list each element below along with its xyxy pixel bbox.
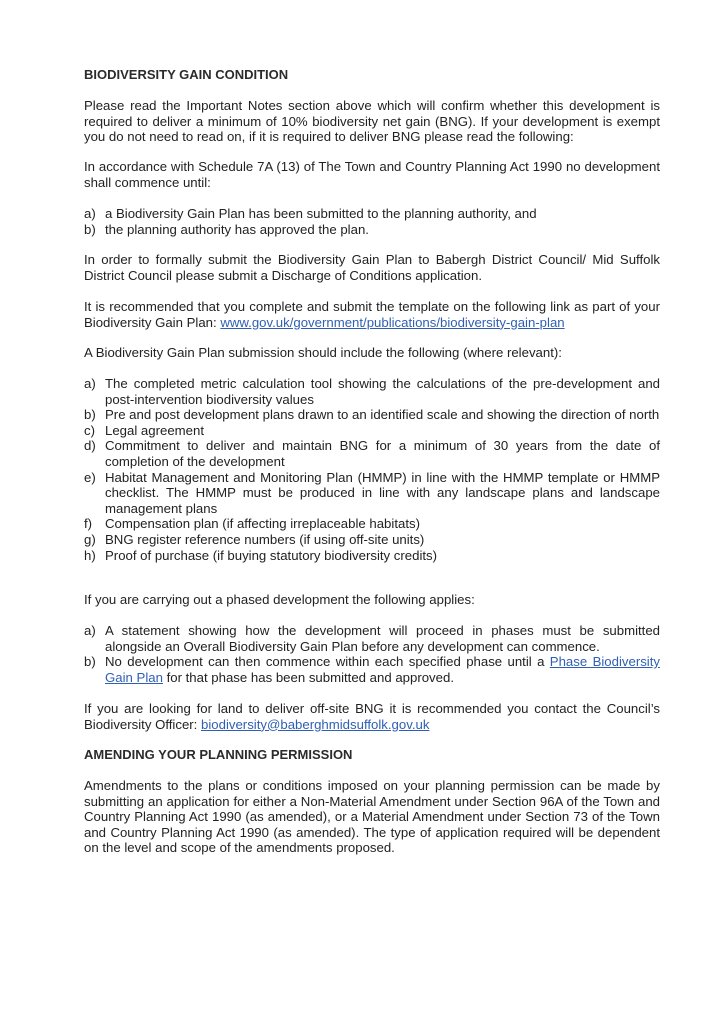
list-item bbox=[84, 423, 660, 439]
list-marker: b) bbox=[84, 654, 96, 670]
template-paragraph bbox=[84, 299, 660, 330]
list-marker: d) bbox=[84, 438, 96, 454]
list-item bbox=[84, 438, 660, 469]
list-item bbox=[84, 532, 660, 548]
list-item-text-end: for that phase has been submitted and approved. bbox=[162, 669, 454, 685]
list-item bbox=[84, 623, 660, 654]
phase-gain-plan-link[interactable]: Phase Biodiversity Gain Plan bbox=[105, 654, 660, 685]
phased-intro: If you are carrying out a phased development the following applies: bbox=[84, 592, 475, 607]
list-marker: e) bbox=[84, 469, 96, 485]
list-marker: b) bbox=[84, 221, 96, 237]
list-marker: a) bbox=[84, 376, 96, 391]
list-marker: a) bbox=[84, 206, 96, 221]
list-marker: g) bbox=[84, 531, 96, 547]
list-item-text: A statement showing how the development will proceed in phases must be submitted alongside an Overall Biodiversity Gain Plan before any development can commence. bbox=[105, 623, 660, 654]
list-item-text: Legal agreement bbox=[105, 422, 204, 438]
offsite-paragraph bbox=[84, 701, 660, 732]
list-item-text: Commitment to deliver and maintain BNG for a minimum of 30 years from the date of completion of the development bbox=[105, 438, 660, 469]
section-heading-biodiversity: BIODIVERSITY GAIN CONDITION bbox=[84, 67, 289, 82]
template-text: It is recommended that you complete and submit the template on the following link as part of your Biodiversity Gain Plan: bbox=[84, 299, 660, 330]
list-item bbox=[84, 376, 660, 407]
list-marker: b) bbox=[84, 407, 96, 423]
list-item-text: Habitat Management and Monitoring Plan (HMMP) in line with the HMMP template or HMMP checklist. The HMMP must be produced in line with any landscape plans and landscape management plans bbox=[105, 469, 660, 516]
list-marker: a) bbox=[84, 623, 96, 638]
list-item-text: Compensation plan (if affecting irreplaceable habitats) bbox=[105, 516, 420, 532]
list-item bbox=[84, 222, 660, 238]
list-item bbox=[84, 516, 660, 532]
list-item bbox=[84, 548, 660, 564]
list-item-text: a Biodiversity Gain Plan has been submitted to the planning authority, and bbox=[105, 206, 537, 221]
submit-paragraph: In order to formally submit the Biodiversity Gain Plan to Babergh District Council/ Mid Suffolk District Council please submit a Discharge of Conditions application. bbox=[84, 252, 660, 283]
phased-list bbox=[84, 623, 660, 685]
schedule-paragraph: In accordance with Schedule 7A (13) of The Town and Country Planning Act 1990 no development shall commence until: bbox=[84, 159, 660, 190]
include-intro: A Biodiversity Gain Plan submission should include the following (where relevant): bbox=[84, 345, 562, 360]
section-heading-amending: AMENDING YOUR PLANNING PERMISSION bbox=[84, 747, 353, 762]
amending-paragraph: Amendments to the plans or conditions imposed on your planning permission can be made by submitting an application for either a Non-Material Amendment under Section 96A of the Town and Country Planning Act 1990 (as amended), or a Material Amendment under Section 73 of the Town and Country Planning Act 1990 (as amended). The type of application required will be dependent on the level and scope of the amendments proposed. bbox=[84, 778, 660, 856]
list-item bbox=[84, 206, 660, 222]
list-item-text: No development can then commence within each specified phase until a bbox=[105, 654, 550, 670]
intro-paragraph: Please read the Important Notes section above which will confirm whether this development is required to deliver a minimum of 10% biodiversity net gain (BNG). If your development is exempt you do not need to read on, if it is required to deliver BNG please read the following: bbox=[84, 98, 660, 145]
conditions-list bbox=[84, 206, 660, 237]
list-item bbox=[84, 654, 660, 685]
offsite-text: If you are looking for land to deliver off-site BNG it is recommended you contact the Council’s Biodiversity Officer: bbox=[84, 701, 660, 732]
list-marker: h) bbox=[84, 547, 96, 563]
list-item-text: Proof of purchase (if buying statutory biodiversity credits) bbox=[105, 547, 438, 563]
list-item bbox=[84, 407, 660, 423]
list-marker: f) bbox=[84, 516, 93, 532]
template-link[interactable]: www.gov.uk/government/publications/biodiversity-gain-plan bbox=[220, 314, 565, 330]
list-item-text: BNG register reference numbers (if using off-site units) bbox=[105, 531, 425, 547]
biodiversity-email-link[interactable]: biodiversity@baberghmidsuffolk.gov.uk bbox=[201, 716, 430, 732]
list-item-text: the planning authority has approved the plan. bbox=[105, 221, 369, 237]
list-marker: c) bbox=[84, 422, 95, 438]
list-item-text: Pre and post development plans drawn to an identified scale and showing the direction of north bbox=[105, 407, 660, 423]
list-item-text: The completed metric calculation tool showing the calculations of the pre-development and post-intervention biodiversity values bbox=[105, 376, 660, 407]
include-list bbox=[84, 376, 660, 563]
list-item bbox=[84, 470, 660, 517]
